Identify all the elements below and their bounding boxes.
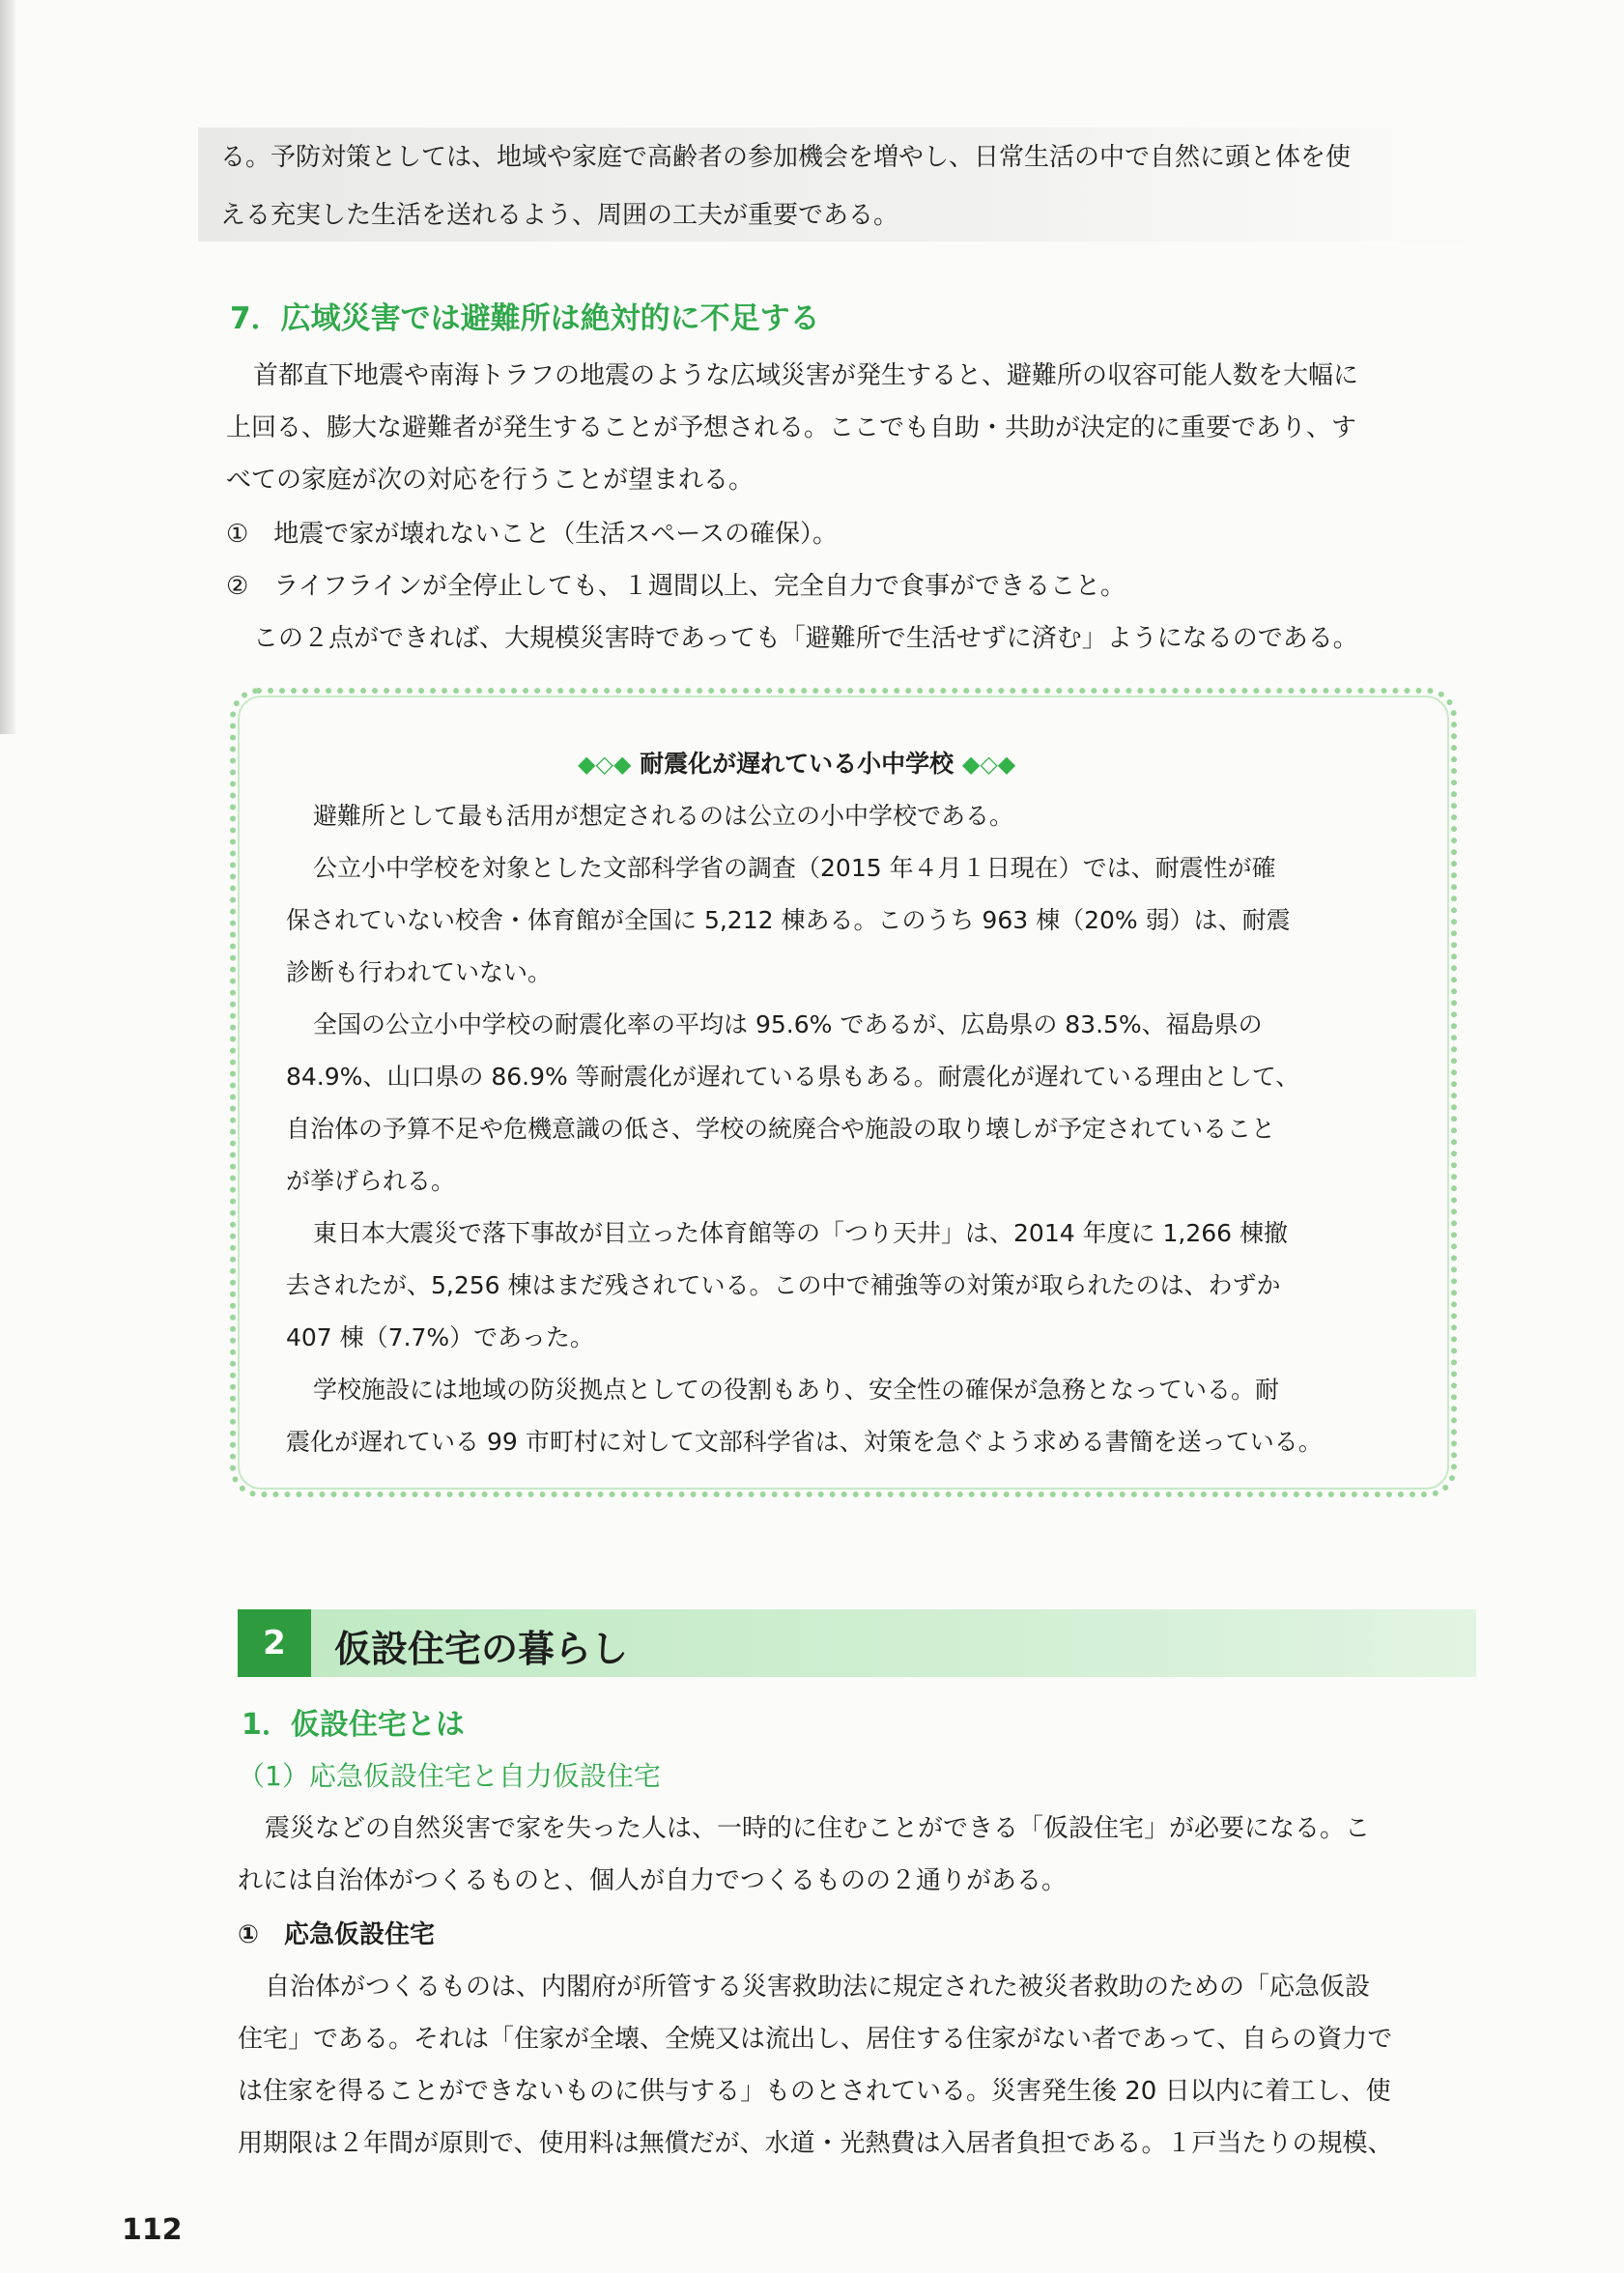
page-number: 112 xyxy=(122,2213,183,2247)
sec2-heading-2: （1）応急仮設住宅と自力仮設住宅 xyxy=(238,1760,661,1792)
sec2-para2-line1: 自治体がつくるものは、内閣府が所管する災害救助法に規定された被災者救助のための「応急仮設 xyxy=(265,1973,1371,2002)
column-line: 保されていない校舎・体育館が全国に 5,212 棟ある。このうち 963 棟（20% 弱）は、耐震 xyxy=(286,906,1291,934)
section-2-title: 仮設住宅の暮らし xyxy=(334,1628,629,1670)
scan-edge xyxy=(0,0,15,734)
column-line: 避難所として最も活用が想定されるのは公立の小中学校である。 xyxy=(313,802,1014,830)
sec2-para2-line2: 住宅」である。それは「住家が全壊、全焼又は流出し、居住する住家がない者であって、自らの資力で xyxy=(238,2025,1393,2054)
sec7-list-item-2: ② ライフラインが全停止しても、１週間以上、完全自力で食事ができること。 xyxy=(226,572,1125,601)
column-line: 診断も行われていない。 xyxy=(286,958,553,986)
sec2-heading-1: 1．仮設住宅とは xyxy=(242,1708,465,1742)
sec2-para2-line3: は住家を得ることができないものに供与する」ものとされている。災害発生後 20 日以内に着工し、使 xyxy=(238,2077,1391,2106)
sec7-para2: この２点ができれば、大規模災害時であっても「避難所で生活せずに済む」ようになるのである。 xyxy=(253,624,1358,653)
diamond-filled-icon: ◆ xyxy=(613,751,632,778)
column-line: 自治体の予算不足や危機意識の低さ、学校の統廃合や施設の取り壊しが予定されていること xyxy=(286,1115,1276,1143)
column-line: 震化が遅れている 99 市町村に対して文部科学省は、対策を急ぐよう求める書簡を送っている。 xyxy=(286,1428,1323,1456)
sec7-para1-line2: 上回る、膨大な避難者が発生することが予想される。ここでも自助・共助が決定的に重要であり、す xyxy=(226,413,1357,442)
sec7-para1-line3: べての家庭が次の対応を行うことが望まれる。 xyxy=(226,466,755,495)
column-line: 全国の公立小中学校の耐震化率の平均は 95.6% であるが、広島県の 83.5%、福島県の xyxy=(313,1010,1263,1038)
column-line: 84.9%、山口県の 86.9% 等耐震化が遅れている県もある。耐震化が遅れている理由として、 xyxy=(286,1063,1300,1091)
column-line: 学校施設には地域の防災拠点としての役割もあり、安全性の確保が急務となっている。耐 xyxy=(313,1376,1280,1404)
column-line: 東日本大震災で落下事故が目立った体育館等の「つり天井」は、2014 年度に 1,266 棟撤 xyxy=(313,1219,1289,1247)
column-line: 407 棟（7.7%）であった。 xyxy=(286,1323,594,1351)
diamond-outline-icon: ◇ xyxy=(980,751,998,778)
sec2-para1-line2: れには自治体がつくるものと、個人が自力でつくるものの２通りがある。 xyxy=(238,1866,1068,1895)
section-2-number: 2 xyxy=(238,1609,311,1677)
column-line: 去されたが、5,256 棟はまだ残されている。この中で補強等の対策が取られたのは、わずか xyxy=(286,1271,1281,1299)
sec7-para1-line1: 首都直下地震や南海トラフの地震のような広域災害が発生すると、避難所の収容可能人数を大幅に xyxy=(253,361,1359,390)
diamond-outline-icon: ◇ xyxy=(595,751,613,778)
intro-line-1: る。予防対策としては、地域や家庭で高齢者の参加機会を増やし、日常生活の中で自然に頭と体を使 xyxy=(220,143,1352,172)
sec7-list-item-1: ① 地震で家が壊れないこと（生活スペースの確保）。 xyxy=(226,520,839,549)
column-line: 公立小中学校を対象とした文部科学省の調査（2015 年４月１日現在）では、耐震性が確 xyxy=(313,854,1276,882)
diamond-filled-icon: ◆ xyxy=(578,751,596,778)
column-line: が挙げられる。 xyxy=(286,1167,456,1195)
diamond-filled-icon: ◆ xyxy=(961,751,981,778)
column-title-row xyxy=(578,750,1015,779)
diamond-filled-icon: ◆ xyxy=(997,751,1016,778)
sec2-para1-line1: 震災などの自然災害で家を失った人は、一時的に住むことができる「仮設住宅」が必要になる。こ xyxy=(265,1814,1371,1843)
column-title: 耐震化が遅れている小中学校 xyxy=(640,750,954,778)
section-7-heading: 7．広域災害では避難所は絶対的に不足する xyxy=(230,301,820,336)
sec2-para2-line4: 用期限は２年間が原則で、使用料は無償だが、水道・光熱費は入居者負担である。１戸当たりの規模、 xyxy=(238,2129,1393,2158)
sec2-item-heading: ① 応急仮設住宅 xyxy=(238,1920,436,1949)
intro-line-2: える充実した生活を送れるよう、周囲の工夫が重要である。 xyxy=(220,201,899,230)
